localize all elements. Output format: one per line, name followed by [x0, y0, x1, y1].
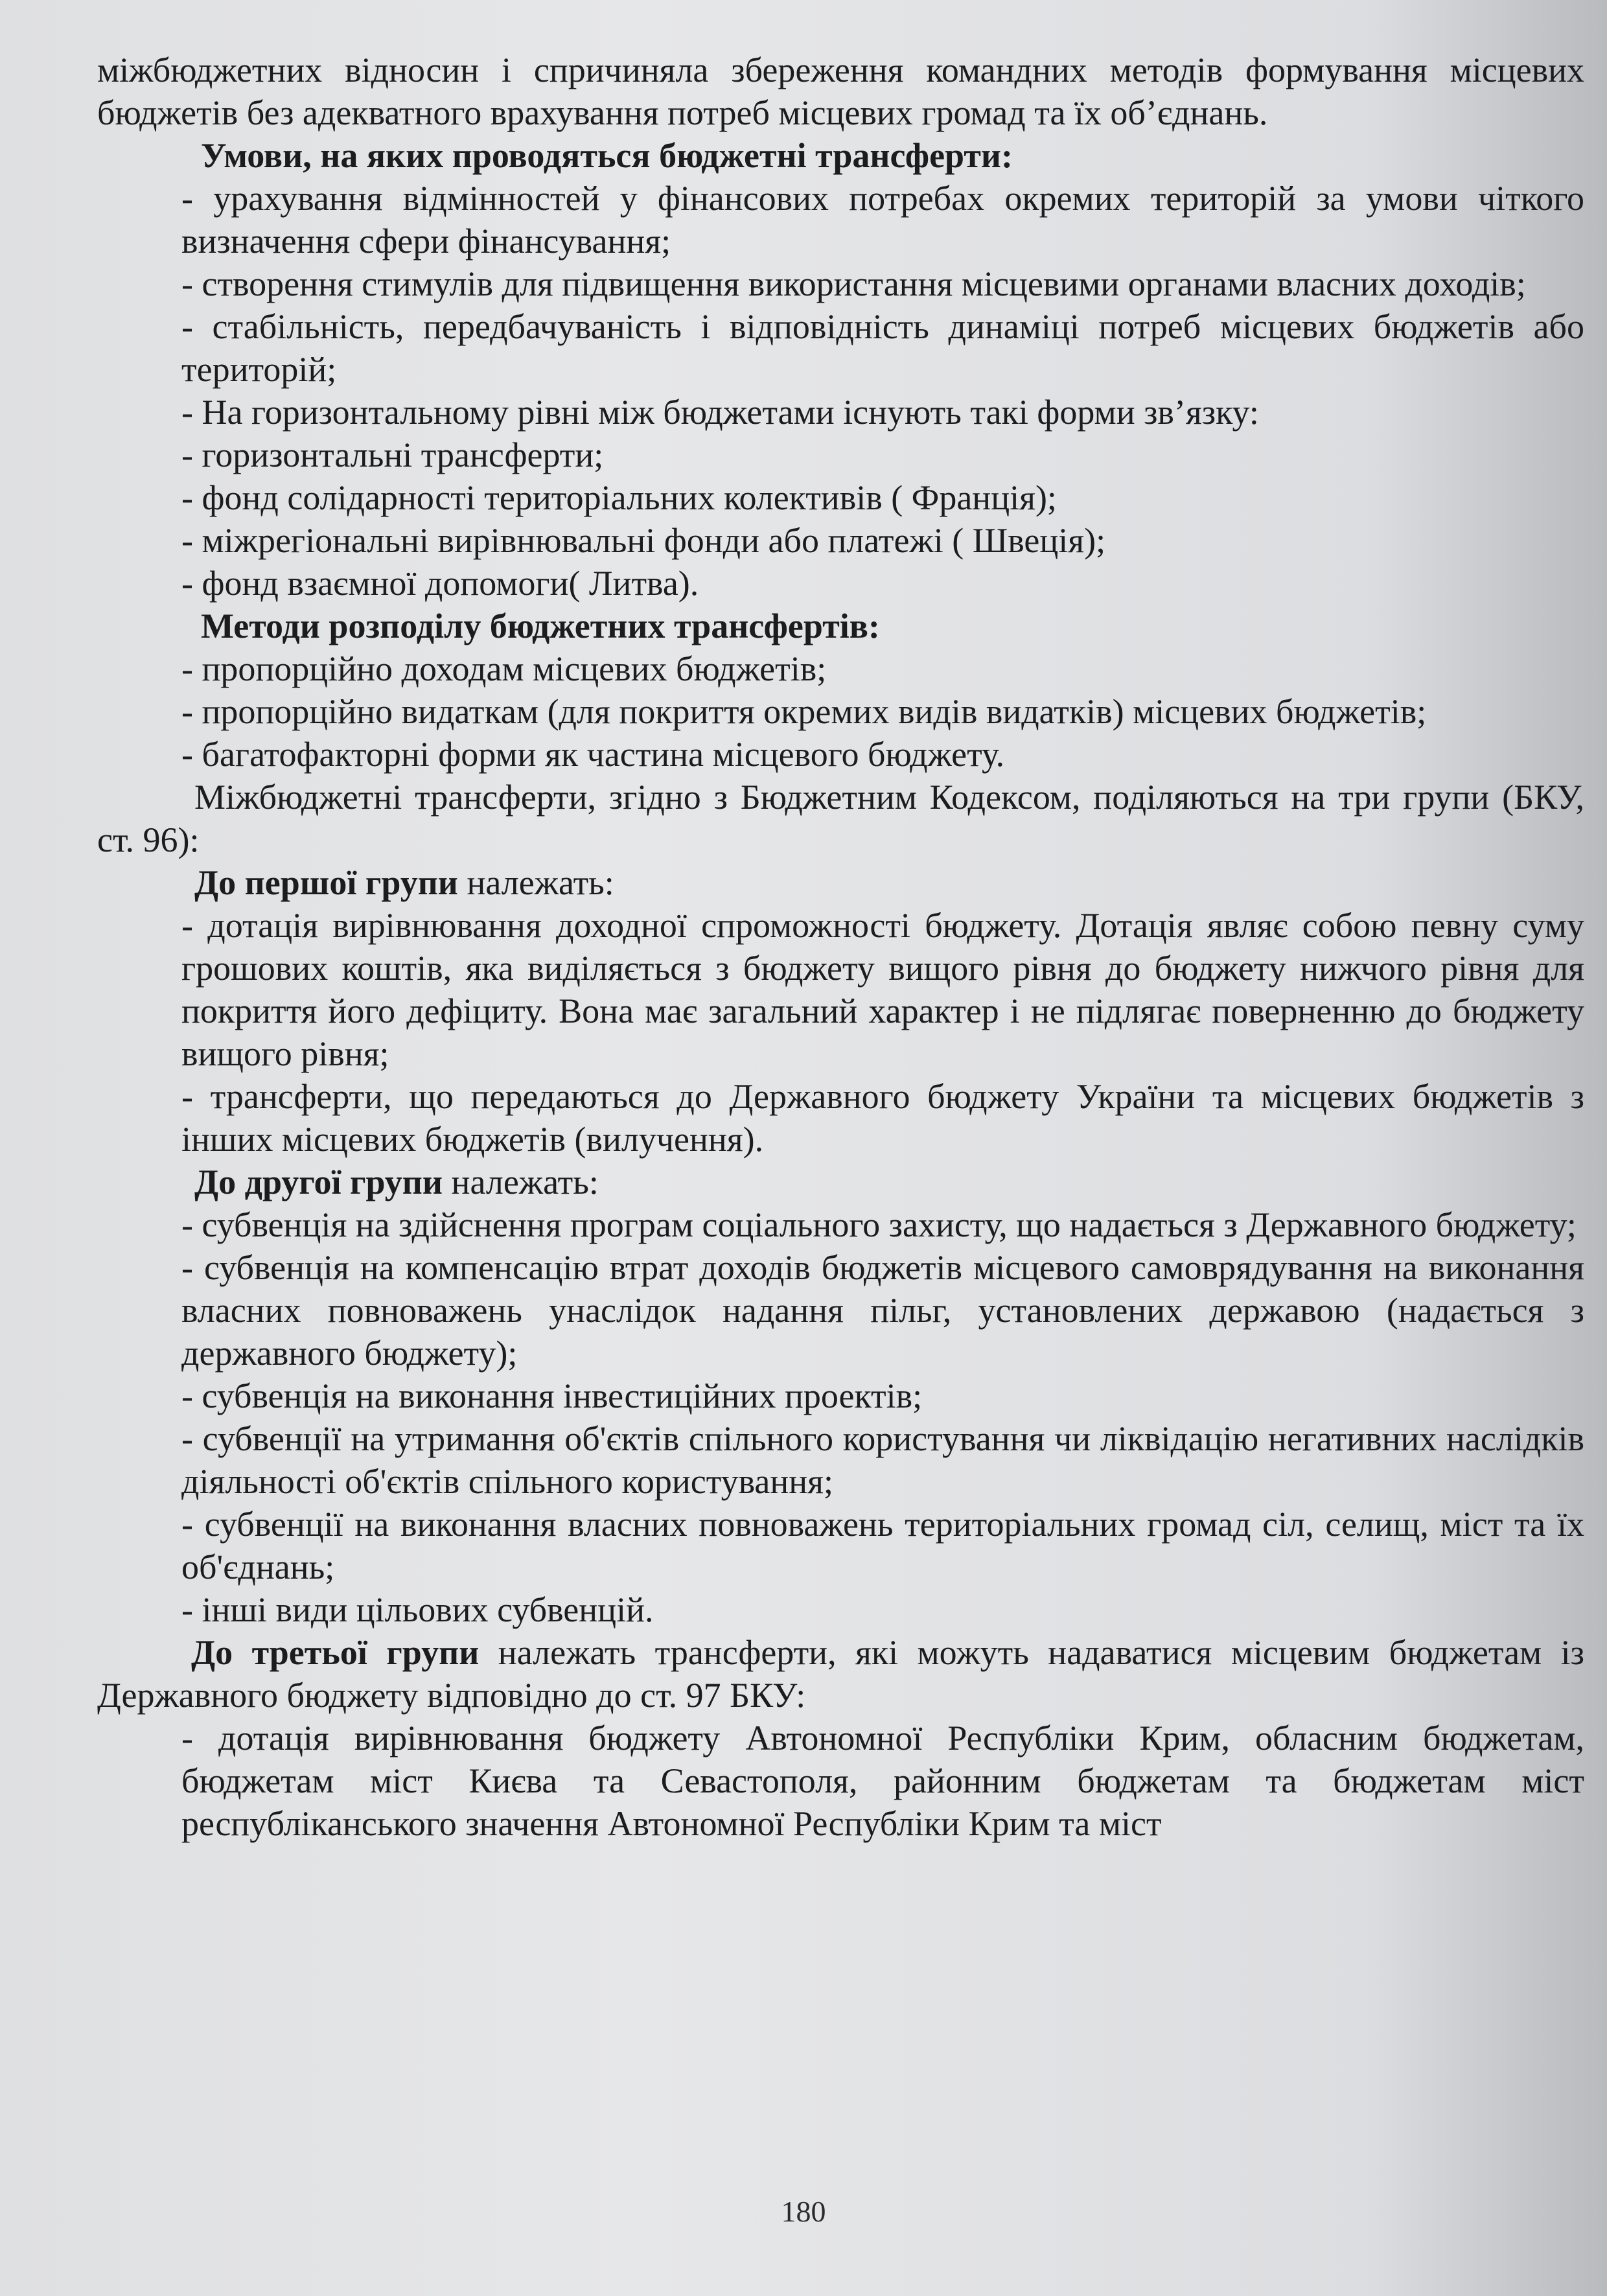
list-item: - багатофакторні форми як частина місцевого бюджету.	[181, 735, 1005, 774]
third-group-paragraph	[97, 1631, 1584, 1717]
list-item: - горизонтальні трансферти;	[181, 435, 604, 474]
list-item: - субвенція на здійснення програм соціального захисту, що надається з Державного бюджету;	[181, 1205, 1577, 1244]
second-group-bold: До другої групи	[194, 1163, 443, 1201]
list-item: - міжрегіональні вирівнювальні фонди або платежі ( Швеція);	[181, 521, 1106, 560]
first-group-label	[97, 861, 1584, 904]
paragraph-groups-intro: Міжбюджетні трансферти, згідно з Бюджетним Кодексом, поділяються на три групи (БКУ, ст. 96):	[97, 778, 1584, 859]
second-group-label	[97, 1161, 1584, 1203]
page-number: 180	[781, 2195, 826, 2228]
second-group-rest: належать:	[443, 1163, 599, 1201]
list-item: - субвенції на утримання об'єктів спільного користування чи ліквідацію негативних наслідків діяльності об'єктів спільного користування;	[181, 1419, 1584, 1501]
heading-distribution-methods: Методи розподілу бюджетних трансфертів:	[201, 607, 880, 645]
page-body	[97, 49, 1584, 1845]
list-item: - фонд солідарності територіальних колективів ( Франція);	[181, 478, 1057, 517]
list-item: - стабільність, передбачуваність і відповідність динаміці потреб місцевих бюджетів або територій;	[181, 307, 1584, 389]
list-item: - дотація вирівнювання бюджету Автономної Республіки Крим, обласним бюджетам, бюджетам міст Києва та Севастополя, районним бюджетам та бюджетам міст республіканського значення Автономної Республіки Крим та міст	[181, 1719, 1584, 1843]
heading-transfer-conditions: Умови, на яких проводяться бюджетні трансферти:	[201, 136, 1013, 175]
list-item: - фонд взаємної допомоги( Литва).	[181, 564, 699, 603]
list-item: - субвенції на виконання власних повноважень територіальних громад сіл, селищ, міст та їх об'єднань;	[181, 1505, 1584, 1586]
list-item: - трансферти, що передаються до Державного бюджету України та місцевих бюджетів з інших місцевих бюджетів (вилучення).	[181, 1077, 1584, 1159]
paragraph-continuation: міжбюджетних відносин і спричиняла збереження командних методів формування місцевих бюджетів без адекватного врахування потреб місцевих громад та їх об’єднань.	[97, 51, 1584, 132]
first-group-rest: належать:	[457, 863, 614, 902]
first-group-bold: До першої групи	[194, 863, 458, 902]
list-item: - пропорційно видаткам (для покриття окремих видів видатків) місцевих бюджетів;	[181, 692, 1427, 731]
list-item: - інші види цільових субвенцій.	[181, 1590, 654, 1629]
list-item: - пропорційно доходам місцевих бюджетів;	[181, 649, 827, 688]
list-item: - дотація вирівнювання доходної спроможності бюджету. Дотація являє собою певну суму грошових коштів, яка виділяється з бюджету вищого рівня до бюджету нижчого рівня для покриття його дефіциту. Вона має загальний характер і не підлягає поверненню до бюджету вищого рівня;	[181, 906, 1584, 1073]
list-item: - На горизонтальному рівні між бюджетами існують такі форми зв’язку:	[181, 393, 1259, 432]
list-item: - створення стимулів для підвищення використання місцевими органами власних доходів;	[181, 264, 1526, 303]
list-item: - урахування відмінностей у фінансових потребах окремих територій за умови чіткого визначення сфери фінансування;	[181, 179, 1584, 261]
list-item: - субвенція на компенсацію втрат доходів бюджетів місцевого самоврядування на виконання власних повноважень унаслідок надання пільг, установлених державою (надається з державного бюджету);	[181, 1248, 1584, 1373]
list-item: - субвенція на виконання інвестиційних проектів;	[181, 1376, 923, 1415]
third-group-bold: До третьої групи	[191, 1633, 480, 1672]
third-group-rest: належать трансферти, які можуть надаватися місцевим бюджетам із Державного бюджету відповідно до ст. 97 БКУ:	[97, 1633, 1584, 1715]
